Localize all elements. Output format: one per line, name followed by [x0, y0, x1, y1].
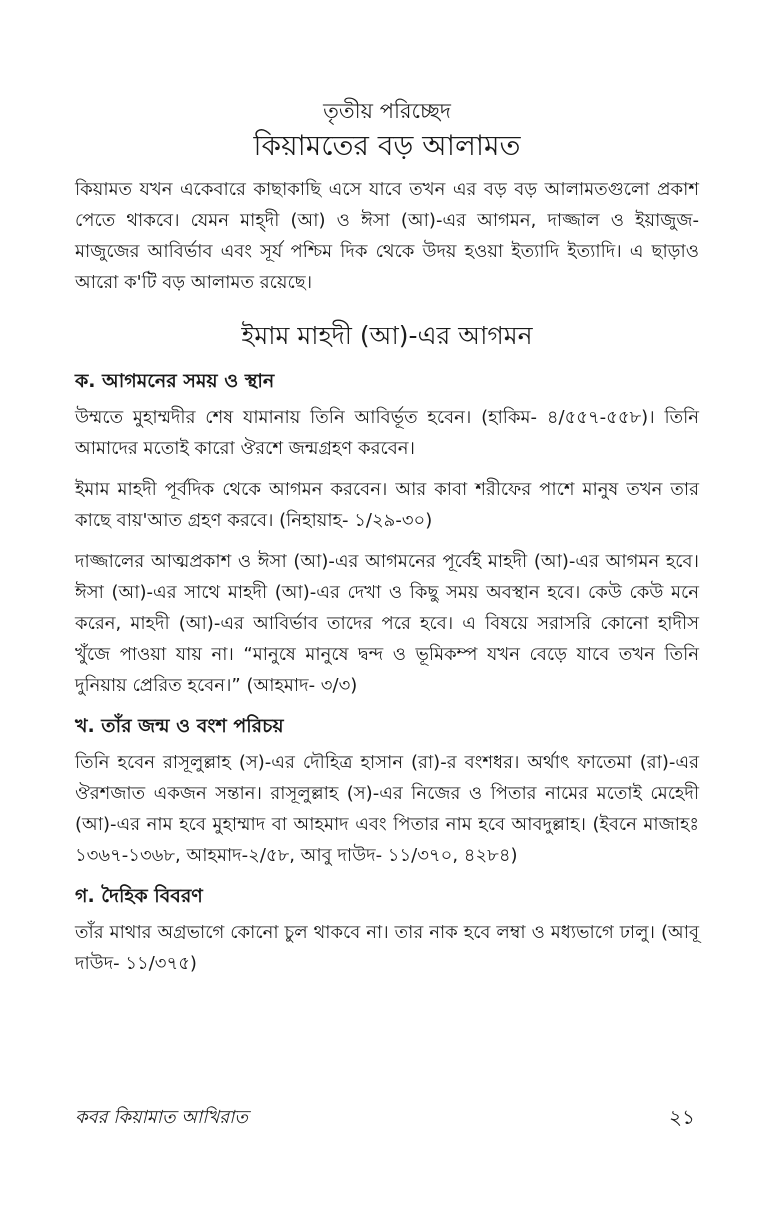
paragraph: তাঁর মাথার অগ্রভাগে কোনো চুল থাকবে না। তার নাক হবে লম্বা ও মধ্যভাগে ঢালু। (আবূ দাউদ- ১১/৩৭৫): [75, 922, 699, 974]
paragraph: তিনি হবেন রাসূলুল্লাহ (স)-এর দৌহিত্র হাসান (রা)-র বংশধর। অর্থাৎ ফাতেমা (রা)-এর ঔরশজাত একজন সন্তান। রাসূলুল্লাহ (স)-এর নিজের ও পিতার নামের মতোই মেহেদী (আ)-এর নাম হবে মুহাম্মাদ বা আহমাদ এবং পিতার নাম হবে আবদুল্লাহ। (ইবনে মাজাহঃ ১৩৬৭-১৩৬৮, আহমাদ-২/৫৮, আবু দাউদ- ১১/৩৭০, ৪২৮৪): [75, 752, 699, 866]
footer-book-title: কবর কিয়ামাত আখিরাত: [75, 1107, 248, 1128]
paragraph: ইমাম মাহদী পূর্বদিক থেকে আগমন করবেন। আর কাবা শরীফের পাশে মানুষ তখন তার কাছে বায়'আত গ্রহণ করবে। (নিহায়াহ- ১/২৯-৩০): [75, 479, 699, 531]
chapter-label: তৃতীয় পরিচ্ছেদ: [323, 99, 451, 123]
chapter-title: কিয়ামতের বড় আলামত: [253, 129, 521, 162]
paragraph: উম্মতে মুহাম্মদীর শেষ যামানায় তিনি আবির্ভূত হবেন। (হাকিম- ৪/৫৫৭-৫৫৮)। তিনি আমাদের মতোই কারো ঔরশে জন্মগ্রহণ করবেন।: [75, 407, 699, 459]
section-title: ইমাম মাহদী (আ)-এর আগমন: [241, 321, 533, 350]
subsection-heading-time-place: ক. আগমনের সময় ও স্থান: [75, 370, 275, 392]
page-footer: [75, 1103, 695, 1133]
subsection-heading-birth-lineage: খ. তাঁর জন্ম ও বংশ পরিচয়: [75, 715, 284, 737]
intro-paragraph: কিয়ামত যখন একেবারে কাছাকাছি এসে যাবে তখন এর বড় বড় আলামতগুলো প্রকাশ পেতে থাকবে। যেমন মাহ্‌দী (আ) ও ঈসা (আ)-এর আগমন, দাজ্জাল ও ইয়াজুজ-মাজুজের আবির্ভাব এবং সূর্য পশ্চিম দিক থেকে উদয় হওয়া ইত্যাদি ইত্যাদি। এ ছাড়াও আরো ক'টি বড় আলামত রয়েছে।: [75, 179, 699, 293]
page-number: ২১: [669, 1105, 695, 1129]
paragraph: দাজ্জালের আত্মপ্রকাশ ও ঈসা (আ)-এর আগমনের পূর্বেই মাহদী (আ)-এর আগমন হবে। ঈসা (আ)-এর সাথে মাহদী (আ)-এর দেখা ও কিছু সময় অবস্থান হবে। কেউ কেউ মনে করেন, মাহদী (আ)-এর আবির্ভাব তাদের পরে হবে। এ বিষয়ে সরাসরি কোনো হাদীস খুঁজে পাওয়া যায় না। “মানুষে মানুষে দ্বন্দ ও ভূমিকম্প যখন বেড়ে যাবে তখন তিনি দুনিয়ায় প্রেরিত হবেন।” (আহমাদ- ৩/৩): [75, 551, 699, 696]
page-content: [75, 96, 699, 989]
subsection-heading-physical-description: গ. দৈহিক বিবরণ: [75, 885, 203, 907]
